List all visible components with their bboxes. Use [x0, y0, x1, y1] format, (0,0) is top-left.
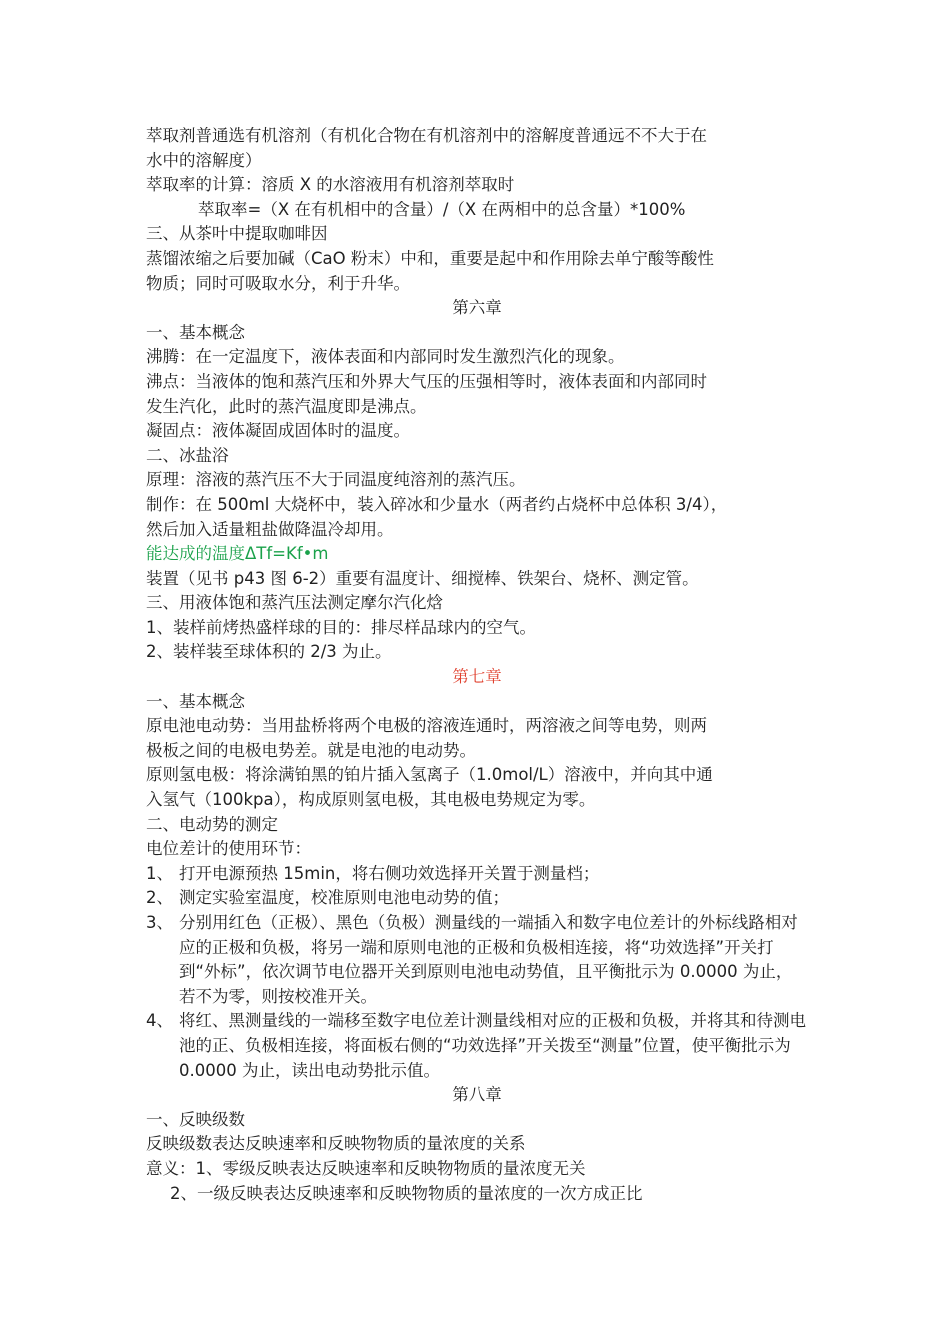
text-line: 物质；同时可吸取水分，利于升华。	[146, 273, 410, 293]
text-line: 反映级数表达反映速率和反映物物质的量浓度的关系	[146, 1134, 526, 1154]
section-heading: 一、基本概念	[146, 322, 245, 342]
section-heading: 一、反映级数	[146, 1109, 245, 1129]
text-line: 1、装样前烤热盛样球的目的：排尽样品球内的空气。	[146, 617, 536, 637]
section-heading: 二、冰盐浴	[146, 445, 229, 465]
list-number: 2、	[146, 888, 173, 908]
text-line: 蒸馏浓缩之后要加碱（CaO 粉末）中和，重要是起中和作用除去单宁酸等酸性	[146, 248, 714, 268]
text-line: 沸腾：在一定温度下，液体表面和内部同时发生激烈汽化的现象。	[146, 347, 625, 367]
text-line: 电位差计的使用环节：	[146, 839, 311, 859]
text-line: 制作：在 500ml 大烧杯中，装入碎冰和少量水（两者约占烧杯中总体积 3/4），	[146, 494, 728, 514]
text-line: 2、一级反映表达反映速率和反映物物质的量浓度的一次方成正比	[170, 1183, 643, 1203]
list-item	[146, 862, 808, 887]
section-heading: 三、从茶叶中提取咖啡因	[146, 224, 328, 244]
list-number: 4、	[146, 1011, 173, 1031]
text-line: 凝固点：液体凝固成固体时的温度。	[146, 421, 410, 441]
list-number: 3、	[146, 913, 173, 932]
text-line: 沸点：当液体的饱和蒸汽压和外界大气压的压强相等时，液体表面和内部同时	[146, 371, 707, 391]
text-line: 原则氢电极：将涂满铂黑的铂片插入氢离子（1.0mol/L）溶液中，并向其中通	[146, 765, 713, 785]
section-heading: 三、用液体饱和蒸汽压法测定摩尔汽化焓	[146, 593, 443, 613]
list-item	[146, 1009, 808, 1083]
chapter-heading-6: 第六章	[452, 298, 502, 318]
list-item	[146, 911, 808, 1009]
text-line: 极板之间的电极电势差。就是电池的电动势。	[146, 740, 476, 760]
section-heading: 二、电动势的测定	[146, 814, 278, 834]
text-line: 原电池电动势：当用盐桥将两个电极的溶液连通时，两溶液之间等电势，则两	[146, 716, 707, 736]
text-line: 2、装样装至球体积的 2/3 为止。	[146, 642, 392, 662]
text-line: 装置（见书 p43 图 6-2）重要有温度计、细搅棒、铁架台、烧杯、测定管。	[146, 568, 699, 588]
section-heading: 一、基本概念	[146, 691, 245, 711]
text-line: 发生汽化，此时的蒸汽温度即是沸点。	[146, 396, 427, 416]
list-text: 测定实验室温度，校准原则电池电动势的值；	[179, 888, 509, 908]
text-line: 萃取剂普通选有机溶剂（有机化合物在有机溶剂中的溶解度普通远不不大于在	[146, 126, 707, 145]
list-text: 将红、黑测量线的一端移至数字电位差计测量线相对应的正极和负极，并将其和待测电池的正、负极相连接，将面板右侧的“功效选择”开关拨至“测量”位置，使平衡批示为 0.0000 为止，读出电动势批示值。	[179, 1011, 806, 1080]
text-line: 意义：1、零级反映表达反映速率和反映物物质的量浓度无关	[146, 1158, 586, 1178]
text-line: 然后加入适量粗盐做降温冷却用。	[146, 519, 394, 539]
text-line: 水中的溶解度）	[146, 150, 262, 170]
chapter-heading-7: 第七章	[452, 667, 502, 687]
list-text: 分别用红色（正极）、黑色（负极）测量线的一端插入和数字电位差计的外标线路相对应的正极和负极，将另一端和原则电池的正极和负极相连接，将“功效选择”开关打到“外标”，依次调节电位器开关到原则电池电动势值，且平衡批示为 0.0000 为止，若不为零，则按校准开关。	[179, 913, 798, 1006]
formula-line: 萃取率=（X 在有机相中的含量）/（X 在两相中的总含量）*100%	[198, 199, 686, 219]
text-line: 萃取率的计算：溶质 X 的水溶液用有机溶剂萃取时	[146, 175, 515, 195]
list-number: 1、	[146, 863, 173, 883]
text-line: 原理：溶液的蒸汽压不大于同温度纯溶剂的蒸汽压。	[146, 470, 526, 490]
list-item	[146, 886, 808, 911]
chapter-heading-8: 第八章	[452, 1085, 502, 1105]
document-body	[146, 124, 808, 1206]
text-line: 入氢气（100kpa），构成原则氢电极，其电极电势规定为零。	[146, 790, 596, 810]
list-text: 打开电源预热 15min，将右侧功效选择开关置于测量档；	[179, 863, 600, 883]
highlighted-formula: 能达成的温度ΔTf=Kf•m	[146, 544, 329, 564]
